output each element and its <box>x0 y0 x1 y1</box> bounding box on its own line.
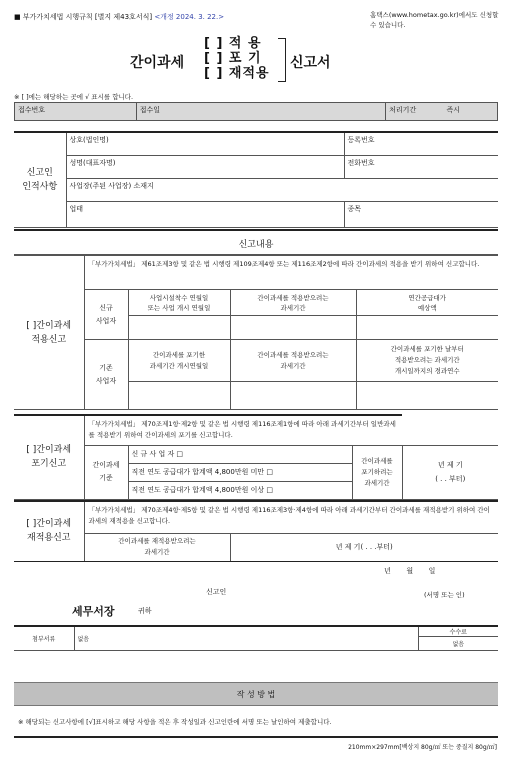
exist-col-period: 간이과세를 적용받으려는 과세기간 <box>230 340 356 382</box>
title-right: 신고서 <box>290 55 331 71</box>
form-title <box>130 36 390 84</box>
trade-name-field[interactable]: 상호(법인명) <box>66 132 344 155</box>
attachment-value: 없음 <box>74 626 418 651</box>
new-business-label: 신규 사업자 <box>84 290 128 340</box>
new-col-start-date: 사업시설착수 연월일 또는 사업 개시 연월일 <box>128 290 230 316</box>
amendment-date: <개정 2024. 3. 22.> <box>154 13 225 21</box>
new-start-date-input[interactable] <box>128 316 230 340</box>
title-left: 간이과세 <box>130 55 185 71</box>
waive-option-new[interactable]: 신 규 사 업 자 □ <box>128 445 352 463</box>
exist-period-input[interactable] <box>230 382 356 410</box>
apply-statement: 「부가가치세법」 제61조제3항 및 같은 법 시행령 제109조제4항 또는 제116조제2항에 따라 간이과세의 적용을 받기 위하여 신고합니다. <box>84 256 498 290</box>
business-type-field[interactable]: 업태 <box>66 201 344 227</box>
waive-option-over[interactable]: 직전 연도 공급대가 합계액 4,800만원 이상 □ <box>128 481 352 499</box>
phone-field[interactable]: 전화번호 <box>344 155 498 178</box>
checkbox-notice: ※ [ ]에는 해당하는 곳에 √ 표시를 합니다. <box>14 93 134 101</box>
new-expected-amount-input[interactable] <box>356 316 498 340</box>
instructions-title: 작 성 방 법 <box>236 690 276 699</box>
tax-office-honorific: 귀하 <box>138 607 152 615</box>
waive-criteria-label: 간이과세 기준 <box>84 445 128 499</box>
waive-section <box>14 414 498 500</box>
new-col-expected-amount: 연간공급대가 예상액 <box>356 290 498 316</box>
receipt-table <box>14 102 498 121</box>
sign-applicant-label: 신고인 <box>206 588 227 596</box>
waive-period-value[interactable]: 년 제 기 ( . . 부터) <box>402 445 498 499</box>
title-option-reapply[interactable]: [ ] 재적용 <box>204 66 270 81</box>
title-option-waive[interactable]: [ ] 포 기 <box>204 51 262 66</box>
title-options <box>204 36 270 81</box>
instructions-text: ※ 해당되는 신고사항에 [√]표시하고 해당 사항을 적은 후 작성일과 신고인란에 서명 또는 날인하여 제출합니다. <box>18 718 332 726</box>
new-col-period: 간이과세를 적용받으려는 과세기간 <box>230 290 356 316</box>
receipt-date-label: 접수일 <box>136 103 385 121</box>
reapply-period-value[interactable]: 년 제 기( . . .부터) <box>230 533 498 561</box>
fee-value: 없음 <box>418 637 498 651</box>
reg-number-field[interactable]: 등록번호 <box>344 132 498 155</box>
reapply-label[interactable]: [ ]간이과세 재적용신고 <box>14 501 84 561</box>
reapply-period-label: 간이과세를 재적용받으려는 과세기간 <box>84 533 230 561</box>
apply-label[interactable]: [ ]간이과세 적용신고 <box>14 256 84 410</box>
exist-col-waived-start: 간이과세를 포기한 과세기간 개시연월일 <box>128 340 230 382</box>
title-brace <box>278 38 286 82</box>
content-header <box>14 229 498 255</box>
bottom-rule <box>14 736 498 738</box>
instructions-header <box>14 682 498 706</box>
waive-label[interactable]: [ ]간이과세 포기신고 <box>14 415 84 499</box>
attachment-label: 첨부서류 <box>14 626 74 651</box>
form-regulation: ■ 부가가치세법 시행규칙 [별지 제43호서식] <개정 2024. 3. 22.> <box>14 13 225 21</box>
tax-office: 세무서장 <box>72 605 115 618</box>
receipt-number-label: 접수번호 <box>15 103 137 121</box>
paper-spec: 210mm×297mm[백상지 80g/㎡ 또는 중질지 80g/㎡] <box>348 744 497 751</box>
hometax-note: 홈택스(www.hometax.go.kr)에서도 신청할 수 있습니다. <box>370 11 499 29</box>
reapply-statement: 「부가가치세법」 제70조제4항·제5항 및 같은 법 시행령 제116조제3항·제4항에 따라 아래 과세기간부터 간이과세를 재적용받기 위하여 간이과세의 재적용을 신고합니다. <box>84 501 498 533</box>
exist-elapsed-years-input[interactable] <box>356 382 498 410</box>
attachment-table <box>14 625 498 651</box>
apply-section <box>14 255 498 410</box>
content-title: 신고내용 <box>238 240 274 250</box>
sign-signature[interactable]: (서명 또는 인) <box>424 591 465 599</box>
representative-field[interactable]: 성명(대표자명) <box>66 155 344 178</box>
sign-date[interactable]: 년 월 일 <box>384 567 436 575</box>
waive-statement: 「부가가치세법」 제70조제1항·제2항 및 같은 법 시행령 제116조제1항에 따라 아래 과세기간부터 일반과세를 적용받기 위하여 간이과세의 포기를 신고합니다. <box>84 415 402 445</box>
exist-col-elapsed-years: 간이과세를 포기한 날부터 적용받으려는 과세기간 개시일까지의 경과연수 <box>356 340 498 382</box>
reapply-section <box>14 500 498 562</box>
exist-waived-start-input[interactable] <box>128 382 230 410</box>
existing-business-label: 기존 사업자 <box>84 340 128 410</box>
new-period-input[interactable] <box>230 316 356 340</box>
waive-period-label: 간이과세를 포기하려는 과세기간 <box>352 445 402 499</box>
title-option-apply[interactable]: [ ] 적 용 <box>204 36 262 51</box>
address-field[interactable]: 사업장(주된 사업장) 소재지 <box>66 178 498 201</box>
applicant-section-label: 신고인 인적사항 <box>14 132 66 227</box>
fee-label: 수수료 <box>418 626 498 637</box>
waive-option-under[interactable]: 직전 연도 공급대가 합계액 4,800만원 미만 □ <box>128 463 352 481</box>
applicant-table <box>14 131 498 228</box>
processing-period: 처리기간 즉시 <box>386 103 498 121</box>
item-field[interactable]: 종목 <box>344 201 498 227</box>
divider <box>14 561 498 562</box>
